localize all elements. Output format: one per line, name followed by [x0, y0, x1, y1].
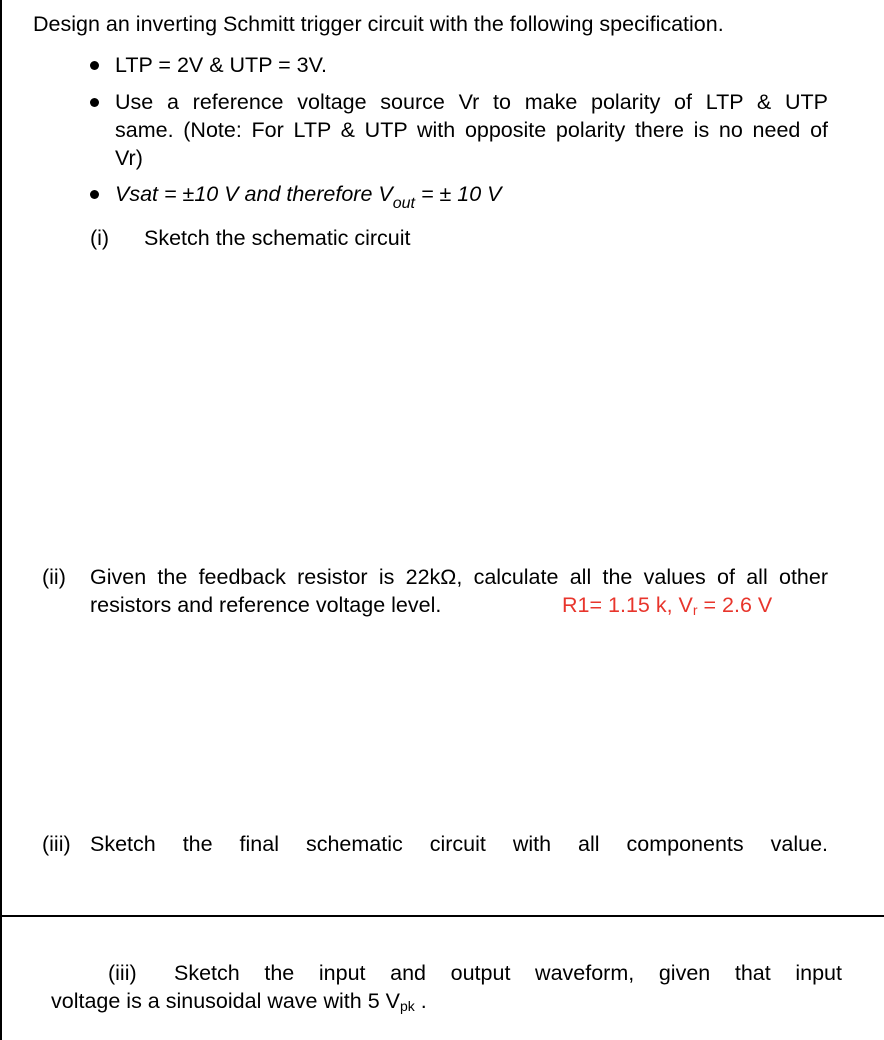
part-iii-text: Sketch the final schematic circuit with all components value.: [90, 832, 828, 856]
bullet-dot: [90, 61, 99, 70]
section-divider: [0, 915, 884, 917]
part-ii-line1: Given the feedback resistor is 22kΩ, calculate all the values of all other: [90, 565, 828, 589]
part-iii-number: (iii): [42, 832, 71, 856]
part-ii-number: (ii): [42, 565, 66, 589]
question-intro: Design an inverting Schmitt trigger circuit with the following specification.: [33, 12, 724, 36]
part-iii-waveform-line2: voltage is a sinusoidal wave with 5 $V_{pk}$ .: [51, 989, 427, 1014]
part-iii-waveform-line1: Sketch the input and output waveform, given that input: [174, 961, 842, 985]
spec-reference-line3: Vr): [115, 146, 143, 170]
part-iii-waveform-number: (iii): [108, 961, 137, 985]
part-ii-answer: R1= 1.15 k, $V_r = 2.6$ V: [562, 593, 773, 618]
part-i-text: Sketch the schematic circuit: [144, 226, 411, 250]
part-i-number: (i): [90, 226, 110, 250]
bullet-dot: [90, 98, 99, 107]
spec-vsat: Vsat = ±10 V and therefore $V_{out}$ = ± 10 V: [115, 182, 502, 212]
spec-reference-line2: same. (Note: For LTP & UTP with opposite polarity there is no need of: [115, 118, 828, 142]
spec-reference-line1: Use a reference voltage source Vr to make polarity of LTP & UTP: [115, 90, 828, 114]
part-ii-line2: resistors and reference voltage level.: [90, 593, 442, 617]
bullet-dot: [90, 190, 99, 199]
spec-ltp-utp: LTP = 2V & UTP = 3V.: [115, 53, 327, 77]
